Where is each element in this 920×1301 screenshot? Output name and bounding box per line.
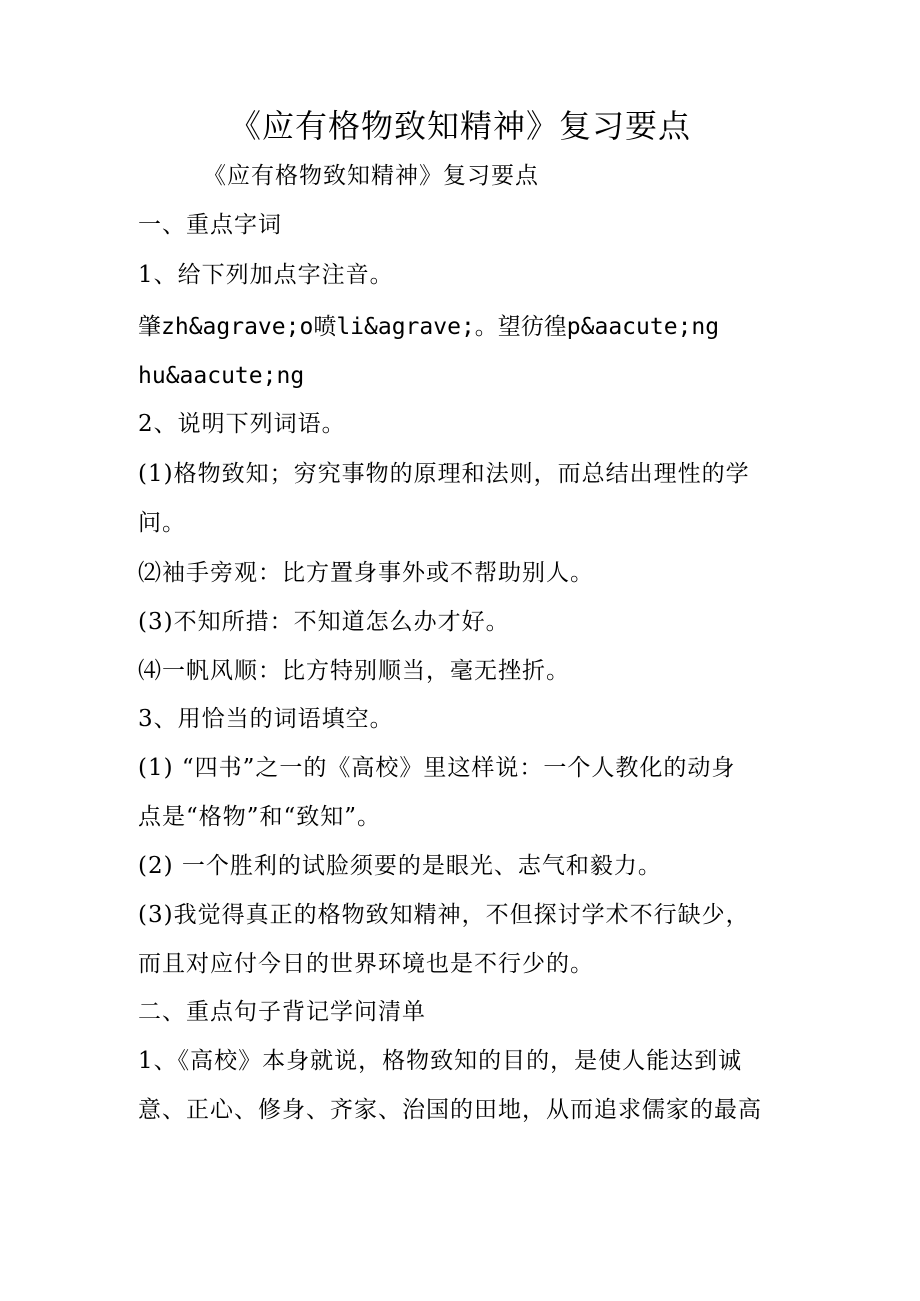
fill-3-line-1: (3)我觉得真正的格物致知精神，不但探讨学术不行缺少， [138, 902, 750, 928]
pinyin-line-2: hu&aacute;ng [138, 363, 305, 389]
fill-2: (2) 一个胜利的试脸须要的是眼光、志气和毅力。 [138, 853, 662, 879]
question-1: 1、给下列加点字注音。 [138, 262, 394, 288]
question-2: 2、说明下列词语。 [138, 411, 346, 437]
subtitle: 《应有格物致知精神》复习要点 [203, 163, 539, 189]
definition-4: ⑷一帆风顺：比方特别顺当，毫无挫折。 [138, 658, 570, 684]
definition-1-line-1: (1)格物致知；穷究事物的原理和法则，而总结出理性的学 [138, 461, 750, 487]
sentence-1-line-1: 1、《高校》本身就说，格物致知的目的，是使人能达到诚 [138, 1048, 743, 1074]
section-heading-2: 二、重点句子背记学问清单 [138, 999, 426, 1025]
fill-3-line-2: 而且对应付今日的世界环境也是不行少的。 [138, 951, 594, 977]
sentence-1-line-2: 意、正心、修身、齐家、治国的田地，从而追求儒家的最高 [138, 1097, 762, 1123]
question-3: 3、用恰当的词语填空。 [138, 706, 394, 732]
definition-2: ⑵袖手旁观：比方置身事外或不帮助别人。 [138, 560, 594, 586]
pinyin-line-1: 肇zh&agrave;o喷li&agrave;。望彷徨p&aacute;ng [138, 314, 720, 340]
section-heading-1: 一、重点字词 [138, 212, 282, 238]
fill-1-line-1: (1) “四书”之一的《高校》里这样说：一个人教化的动身 [138, 755, 736, 781]
definition-3: (3)不知所措：不知道怎么办才好。 [138, 609, 510, 635]
definition-1-line-2: 问。 [138, 510, 186, 536]
fill-1-line-2: 点是“格物”和“致知”。 [138, 804, 382, 830]
document-title: 《应有格物致知精神》复习要点 [228, 107, 691, 145]
